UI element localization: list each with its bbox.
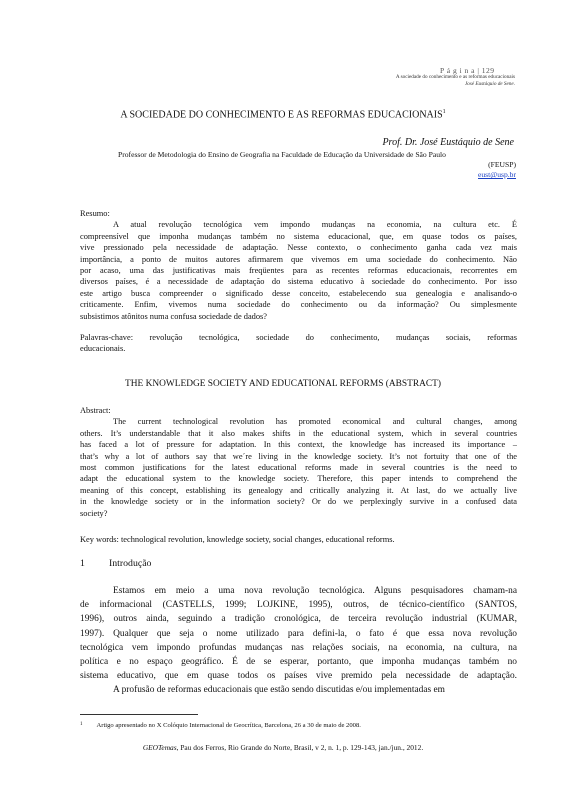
footnote-text: Artigo apresentado no X Colóquio Internacional de Geocrítica, Barcelona, 26 a 30 de maio de 2008. [96, 722, 361, 729]
title-footnote-mark: 1 [442, 109, 446, 115]
text-line: has faced a lot of pressure for adaptation. In this context, the knowledge has increased its importance – [80, 440, 517, 450]
text-line: Estamos em meio a uma nova revolução tecnológica. Alguns pesquisadores chamam-na [113, 586, 517, 596]
footnote-mark: 1 [80, 722, 83, 727]
text-line: society? [80, 508, 108, 518]
footnote [80, 722, 361, 729]
journal-name: GEOTemas [142, 743, 177, 752]
text-line: 1997). Qualquer que seja o nome utilizado para defini-la, o fato é que essa nova revolução [80, 628, 517, 639]
text-line: meaning of this concept, establishing its genealogy and critically analyzing it. At last, do we actually live [80, 485, 517, 495]
text-line: others. It’s understandable that it also makes shifts in the educational system, which in several countries [80, 428, 517, 438]
text-line: política e no espaço geográfico. É de se esperar, portanto, que imponha mudanças também no [80, 657, 517, 668]
english-title: THE KNOWLEDGE SOCIETY AND EDUCATIONAL REFORMS (ABSTRACT) [125, 379, 441, 389]
author-name: Prof. Dr. José Eustáquio de Sene [382, 137, 514, 148]
affiliation-abbr: (FEUSP) [488, 160, 516, 169]
page-number-label: P á g i n a | 129 [440, 66, 495, 75]
text-line: diversos países, é a necessidade de adaptação do sistema educativo à sociedade do conhecimento. Por isso [80, 277, 517, 287]
resumo-body [80, 219, 517, 322]
text-line: that’s why a lot of authors say that we´re living in the knowledge society. It’s not fortuity that one of the [80, 451, 517, 461]
text-line: vive pressionado pela necessidade de adaptação. Nesse contexto, o conhecimento ganha cada vez mais [80, 243, 517, 253]
text-line: sistema educativo, que em quase todos os países vive premido pela necessidade de adaptação. [80, 671, 517, 682]
text-line: A atual revolução tecnológica vem impondo mudanças na economia, na cultura etc. É [113, 220, 517, 230]
text-line: most common justifications for the latest educational reforms made in several countries is the need to [80, 463, 517, 473]
palavras-chave [80, 332, 517, 355]
abstract-body [80, 416, 517, 519]
text-line: importância, a ponto de muitos autores afirmarem que vivemos em uma sociedade do conhecimento. Não [80, 254, 517, 264]
text-line: de informacional (CASTELLS, 1999; LOJKINE, 1995), outros, de técnico-científico (SANTOS, [80, 600, 517, 611]
text-line: compreensível que imponha mudanças também no sistema educacional, que, em quase todos os países, [80, 231, 517, 241]
paper-title [0, 109, 566, 120]
journal-details: , Pau dos Ferros, Rio Grande do Norte, Brasil, v 2, n. 1, p. 129-143, jan./jun., 2012. [176, 743, 424, 752]
text-line: tecnológica vem impondo profundas mudanças nas relações sociais, na economia, na cultura, na [80, 642, 517, 653]
text-line: subsistimos atônitos numa confusa sociedade de dados? [80, 311, 268, 321]
section1-body [80, 584, 517, 698]
abstract-section [80, 405, 517, 519]
text-line: Palavras-chave: revolução tecnológica, sociedade do conhecimento, mudanças sociais, reformas [80, 333, 517, 342]
text-line: 1996), outros ainda, seguindo a tradição cronológica, de terceira revolução industrial (KUMAR, [80, 614, 517, 625]
text-line: criticamente. Enfim, vivemos numa sociedade do conhecimento ou da informação? Ou simplesmente [80, 300, 517, 310]
running-header-author: José Eustáquio de Sene. [464, 80, 515, 87]
affiliation-text: Professor de Metodologia do Ensino de Geografia na Faculdade de Educação da Universidade de São Paulo [118, 150, 446, 159]
running-header-title: A sociedade do conhecimento e as reformas educacionais [395, 74, 515, 80]
author-affiliation [118, 150, 516, 180]
section-title: Introdução [109, 558, 152, 569]
text-line: adapt the educational system to the knowledge society. Therefore, this paper intends to comprehend the [80, 474, 517, 484]
text-line: este artigo busca compreender o significado desse conceito, estabelecendo sua genealogia e analisando-o [80, 288, 517, 298]
paper-title-text: A SOCIEDADE DO CONHECIMENTO E AS REFORMAS EDUCACIONAIS [120, 109, 443, 121]
text-line: A profusão de reformas educacionais que estão sendo discutidas e/ou implementadas em [113, 685, 445, 696]
running-header [0, 74, 515, 87]
text-line: The current technological revolution has promoted economical and cultural changes, among [113, 417, 517, 427]
text-line: educacionais. [80, 344, 126, 354]
palavras-chave-text [80, 332, 517, 355]
footnote-divider [80, 714, 198, 715]
text-line: in the knowledge society or in the information society? Or do we perplexingly survive in a confused data [80, 497, 517, 507]
section1-paragraph [80, 584, 517, 698]
author-email-link[interactable]: eust@usp.br [478, 170, 516, 179]
section-number: 1 [80, 558, 85, 569]
resumo-label: Resumo: [80, 209, 110, 218]
resumo-section [80, 208, 517, 322]
keywords: Key words: technological revolution, knowledge society, social changes, educational reforms. [80, 535, 395, 544]
text-line: por acaso, uma das justificativas mais freqüentes para as recentes reformas educacionais, recorrentes em [80, 266, 517, 276]
abstract-label: Abstract: [80, 406, 111, 415]
journal-citation [0, 743, 566, 752]
